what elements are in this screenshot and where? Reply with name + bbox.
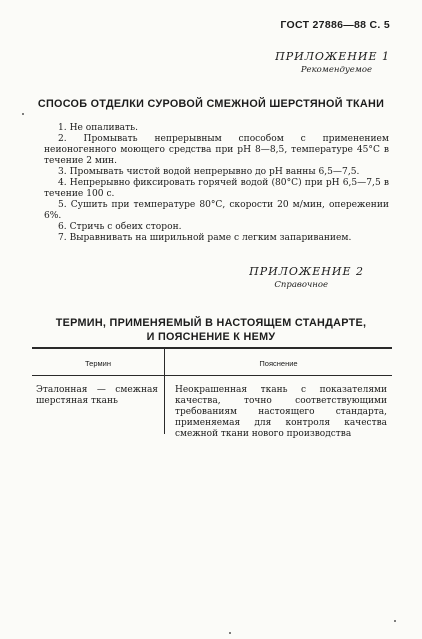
step-item: 5. Сушить при температуре 80°С, скорости 20 м/мин, опережении 6%. [44,200,389,221]
table-top-rule [32,347,392,349]
scan-speck [394,620,396,622]
step-item: 6. Стричь с обеих сторон. [58,222,182,232]
step-item: 3. Промывать чистой водой непрерывно до рН ванны 6,5—7,5. [58,167,360,177]
section-2-title-line-1: ТЕРМИН, ПРИМЕНЯЕМЫЙ В НАСТОЯЩЕМ СТАНДАРТЕ, [55,317,367,329]
section-2-title-line-2: И ПОЯСНЕНИЕ К НЕМУ [146,331,276,343]
processing-steps-list [44,123,389,244]
scan-speck [22,113,24,115]
appendix-1-label: ПРИЛОЖЕНИЕ 1 [275,50,390,63]
table-cell-term: Эталонная — смежная шерстяная ткань [36,385,158,406]
table-cell-explanation: Неокрашенная ткань с показателями качества, точно соответствующими требованиям настоящего стандарта, применяемая для контроля качества смежной ткани нового производства [175,385,387,439]
section-1-title: СПОСОБ ОТДЕЛКИ СУРОВОЙ СМЕЖНОЙ ШЕРСТЯНОЙ ТКАНИ [37,98,385,110]
explanation-column-header: Пояснение [259,359,298,368]
page-header: ГОСТ 27886—88 С. 5 [280,19,390,31]
step-item: 1. Не опаливать. [58,123,138,133]
term-column-header: Термин [85,359,111,368]
table-header-rule [32,375,392,376]
appendix-1-status: Рекомендуемое [300,65,372,75]
step-item: 4. Непрерывно фиксировать горячей водой (80°С) при рН 6,5—7,5 в течение 100 с. [44,178,389,199]
step-item: 2. Промывать непрерывным способом с применением неионогенного моющего средства при рН 8—8,5, температуре 45°С в течение 2 мин. [44,134,389,166]
appendix-2-label: ПРИЛОЖЕНИЕ 2 [249,265,364,278]
step-item: 7. Выравнивать на ширильной раме с легким запариванием. [58,233,352,243]
appendix-2-status: Справочное [274,280,328,290]
section-2-title [0,316,422,344]
scan-speck [229,632,231,634]
